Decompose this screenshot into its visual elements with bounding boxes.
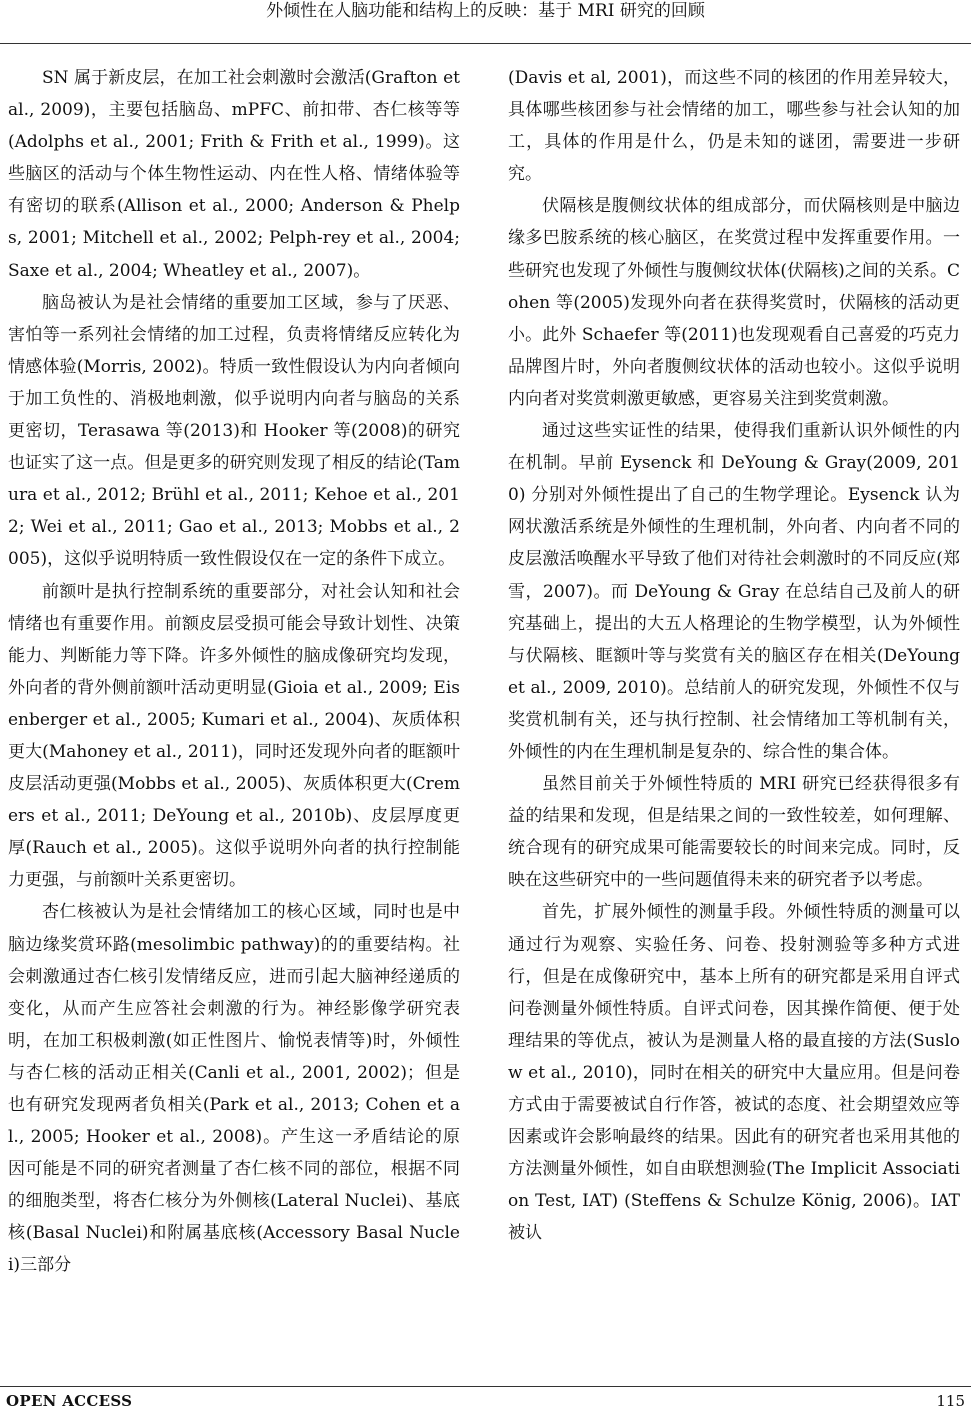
running-header xyxy=(0,0,971,44)
paragraph-consistency: 虽然目前关于外倾性特质的 MRI 研究已经获得很多有益的结果和发现，但是结果之间的一致性较差，如何理解、统合现有的研究成果可能需要较长的时间来完成。同时，反映在这些研究中的一些问题值得未来的研究者予以考虑。 xyxy=(508,774,960,891)
paragraph-nucleus-accumbens: 伏隔核是腹侧纹状体的组成部分，而伏隔核则是中脑边缘多巴胺系统的核心脑区，在奖赏过程中发挥重要作用。一些研究也发现了外倾性与腹侧纹状体(伏隔核)之间的关系。Cohen 等(2005)发现外向者在获得奖赏时，伏隔核的活动更小。此外 Schaefer 等(2011)也发现观看自己喜爱的巧克力品牌图片时，外向者腹侧纹状体的活动也较小。这似乎说明内向者对奖赏刺激更敏感，更容易关注到奖赏刺激。 xyxy=(508,196,960,409)
paragraph-prefrontal: 前额叶是执行控制系统的重要部分，对社会认知和社会情绪也有重要作用。前额皮层受损可能会导致计划性、决策能力、判断能力等下降。许多外倾性的脑成像研究均发现，外向者的背外侧前额叶活动更明显(Gioia et al., 2009; Eisenberger et al., 2005; Kumari et al., 2004)、灰质体积更大(Mahoney et al., 2011)，同时还发现外向者的眶额叶皮层活动更强(Mobbs et al., 2005)、灰质体积更大(Cremers et al., 2011; DeYoung et al., 2010b)、皮层厚度更厚(Rauch et al., 2005)。这似乎说明外向者的执行控制能力更强，与前额叶关系更密切。 xyxy=(8,581,460,891)
left-column xyxy=(8,62,460,1362)
paragraph-measurement: 首先，扩展外倾性的测量手段。外倾性特质的测量可以通过行为观察、实验任务、问卷、投射测验等多种方式进行，但是在成像研究中，基本上所有的研究都是采用自评式问卷测量外倾性特质。自评式问卷，因其操作简便、便于处理结果的等优点，被认为是测量人格的最直接的方法(Suslow et al., 2010)，同时在相关的研究中大量应用。但是问卷方式由于需要被试自行作答，被试的态度、社会期望效应等因素或许会影响最终的结果。因此有的研究者也采用其他的方法测量外倾性，如自由联想测验(The Implicit Association Test, IAT) (Steffens & Schulze König, 2006)。IAT 被认 xyxy=(508,902,960,1244)
running-title: 外倾性在人脑功能和结构上的反映：基于 MRI 研究的回顾 xyxy=(266,1,705,21)
paragraph-continuation: (Davis et al, 2001)，而这些不同的核团的作用差异较大，具体哪些核团参与社会情绪的加工，哪些参与社会认知的加工，具体的作用是什么，仍是未知的谜团，需要进一步研究。 xyxy=(508,68,960,185)
open-access-label: OPEN ACCESS xyxy=(6,1392,133,1410)
paragraph-insula: 脑岛被认为是社会情绪的重要加工区域，参与了厌恶、害怕等一系列社会情绪的加工过程，负责将情绪反应转化为情感体验(Morris, 2002)。特质一致性假设认为内向者倾向于加工负性的、消极地刺激，似乎说明内向者与脑岛的关系更密切，Terasawa 等(2013)和 Hooker 等(2008)的研究也证实了这一点。但是更多的研究则发现了相反的结论(Tamura et al., 2012; Brühl et al., 2011; Kehoe et al., 2012; Wei et al., 2011; Gao et al., 2013; Mobbs et al., 2005)，这似乎说明特质一致性假设仅在一定的条件下成立。 xyxy=(8,292,460,570)
page-number: 115 xyxy=(936,1392,965,1410)
paragraph-amygdala: 杏仁核被认为是社会情绪加工的核心区域，同时也是中脑边缘奖赏环路(mesolimbic pathway)的的重要结构。社会刺激通过杏仁核引发情绪反应，进而引起大脑神经递质的变化，从而产生应答社会刺激的行为。神经影像学研究表明，在加工积极刺激(如正性图片、愉悦表情等)时，外倾性与杏仁核的活动正相关(Canli et al., 2001, 2002)；但是也有研究发现两者负相关(Park et al., 2013; Cohen et al., 2005; Hooker et al., 2008)。产生这一矛盾结论的原因可能是不同的研究者测量了杏仁核不同的部位，根据不同的细胞类型，将杏仁核分为外侧核(Lateral Nuclei)、基底核(Basal Nuclei)和附属基底核(Accessory Basal Nuclei)三部分 xyxy=(8,902,460,1276)
right-column xyxy=(508,62,960,1362)
page-footer xyxy=(0,1386,971,1412)
paragraph-sn: SN 属于新皮层，在加工社会刺激时会激活(Grafton et al., 2009)，主要包括脑岛、mPFC、前扣带、杏仁核等等(Adolphs et al., 2001; Frith & Frith et al., 1999)。这些脑区的活动与个体生物性运动、内在性人格、情绪体验等有密切的联系(Allison et al., 2000; Anderson & Phelps, 2001; Mitchell et al., 2002; Pelph-rey et al., 2004; Saxe et al., 2004; Wheatley et al., 2007)。 xyxy=(8,68,460,281)
paragraph-mechanism: 通过这些实证性的结果，使得我们重新认识外倾性的内在机制。早前 Eysenck 和 DeYoung & Gray(2009, 2010) 分别对外倾性提出了自己的生物学理论。Eysenck 认为网状激活系统是外倾性的生理机制，外向者、内向者不同的皮层激活唤醒水平导致了他们对待社会刺激时的不同反应(郑雪，2007)。而 DeYoung & Gray 在总结自己及前人的研究基础上，提出的大五人格理论的生物学模型，认为外倾性与伏隔核、眶额叶等与奖赏有关的脑区存在相关(DeYoung et al., 2009, 2010)。总结前人的研究发现，外倾性不仅与奖赏机制有关，还与执行控制、社会情绪加工等机制有关，外倾性的内在生理机制是复杂的、综合性的集合体。 xyxy=(508,421,960,762)
